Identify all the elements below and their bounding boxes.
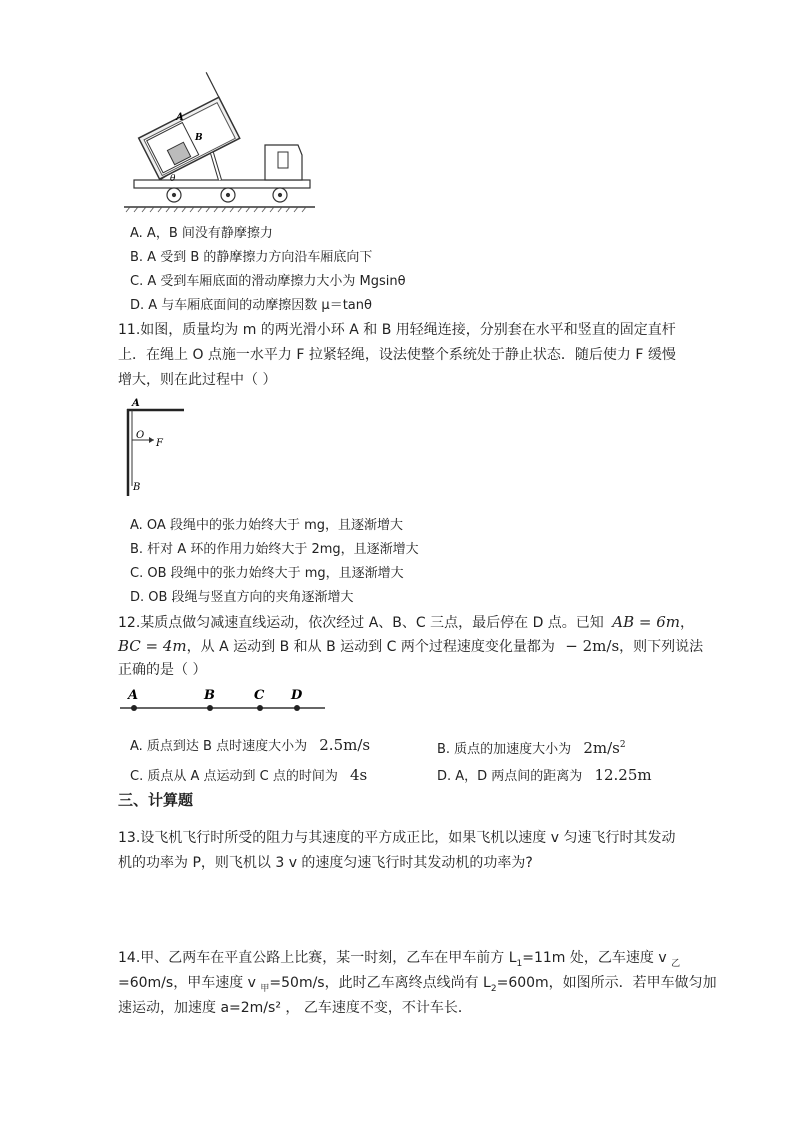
q14-line1-b: =11m 处，乙车速度 v: [522, 950, 672, 966]
point-a: [131, 705, 137, 711]
q10-option-a: A. A，B 间没有静摩擦力: [130, 226, 273, 241]
q12-stem-line2: [118, 634, 703, 659]
q12-option-a: [130, 736, 370, 756]
label-b: B: [204, 688, 215, 703]
label-d: D: [291, 688, 303, 703]
section-heading: 三、计算题: [118, 791, 194, 809]
dump-truck-figure: [120, 95, 320, 215]
q11-option-a: A. OA 段绳中的张力始终大于 mg，且逐渐增大: [130, 518, 404, 533]
q12-stem-line3: 正确的是（ ）: [118, 662, 207, 678]
point-b: [207, 705, 213, 711]
q12-option-b-value: [583, 739, 625, 757]
q12-option-d-value: 12.25m: [594, 766, 652, 784]
label-b: B: [195, 133, 203, 143]
q12-option-c-value: 4s: [349, 766, 368, 784]
q12-option-c-text: C. 质点从 A 点运动到 C 点的时间为: [130, 769, 338, 784]
q14-line1-sub1: 1: [516, 958, 523, 969]
label-a: A: [128, 688, 139, 703]
q11-stem-line1: 11.如图，质量均为 m 的两光滑小环 A 和 B 用轻绳连接，分别套在水平和竖直的固定直杆: [118, 322, 676, 338]
q13-stem-line1: 13.设飞机飞行时所受的阻力与其速度的平方成正比，如果飞机以速度 v 匀速飞行时其发动: [118, 830, 676, 846]
point-c: [257, 705, 263, 711]
q12-comma: ，: [680, 615, 694, 631]
q12-option-d-text: D. A，D 两点间的距离为: [437, 769, 583, 784]
q12-ab: AB = 6m: [612, 613, 680, 631]
q12-option-d: [437, 766, 652, 786]
q12-option-b-text: B. 质点的加速度大小为: [437, 742, 572, 757]
q14-line2-sub1: 甲: [260, 983, 270, 994]
label-a: A: [132, 398, 140, 409]
truck-chassis: [134, 180, 310, 188]
q12-line2-end: ，则下列说法: [619, 639, 704, 655]
q14-line2-a: =60m/s，甲车速度 v: [118, 975, 261, 991]
q11-stem-line3: 增大，则在此过程中（ ）: [118, 372, 277, 388]
q14-stem-line3: 速运动，加速度 a=2m/s² ， 乙车速度不变，不计车长．: [118, 1000, 472, 1016]
wheels: [167, 188, 287, 202]
q14-line2-c: =600m，如图所示．若甲车做匀加: [496, 975, 717, 991]
number-line-figure: [118, 684, 328, 716]
label-c: C: [254, 688, 265, 703]
cab-window: [278, 152, 288, 168]
q12-option-b: [437, 736, 626, 759]
q14-line1-a: 14.甲、乙两车在平直公路上比赛，某一时刻，乙车在甲车前方 L: [118, 950, 517, 966]
q10-option-c: C. A 受到车厢底面的滑动摩擦力大小为 Mgsinθ: [130, 274, 406, 289]
q12-option-c: [130, 766, 367, 786]
q10-option-b: B. A 受到 B 的静摩擦力方向沿车厢底向下: [130, 250, 373, 265]
q12-option-b-exponent: 2: [619, 740, 626, 750]
q12-dv: − 2m/s: [565, 637, 620, 655]
q14-line2-b: =50m/s，此时乙车离终点线尚有 L: [269, 975, 491, 991]
q11-option-b: B. 杆对 A 环的作用力始终大于 2mg，且逐渐增大: [130, 542, 419, 557]
label-b: B: [133, 482, 141, 493]
q14-line2-sub2: 2: [490, 983, 497, 994]
q11-option-c: C. OB 段绳中的张力始终大于 mg，且逐渐增大: [130, 566, 404, 581]
q14-line1-sub2: 乙: [671, 958, 681, 969]
q12-option-a-value: 2.5m/s: [319, 736, 371, 754]
q12-line1-text: 12.某质点做匀减速直线运动，依次经过 A、B、C 三点，最后停在 D 点。已知: [118, 615, 604, 631]
label-theta: θ: [170, 174, 176, 184]
rod-ring-figure: [120, 396, 200, 500]
q10-option-d: D. A 与车厢底面间的动摩擦因数 μ＝tanθ: [130, 298, 372, 313]
q11-stem-line2: 上．在绳上 O 点施一水平力 F 拉紧轻绳，设法使整个系统处于静止状态．随后使力 F 缓慢: [118, 347, 676, 363]
q12-stem-line1: [118, 610, 694, 635]
point-d: [294, 705, 300, 711]
label-a: A: [176, 112, 184, 123]
tilted-bed: [126, 72, 240, 179]
q13-stem-line2: 机的功率为 P，则飞机以 3 v 的速度匀速飞行时其发动机的功率为?: [118, 855, 533, 871]
q11-option-d: D. OB 段绳与竖直方向的夹角逐渐增大: [130, 590, 354, 605]
label-f: F: [156, 438, 163, 449]
q12-option-a-text: A. 质点到达 B 点时速度大小为: [130, 739, 308, 754]
q12-bc: BC = 4m: [118, 637, 187, 655]
q12-line2-text: ，从 A 运动到 B 和从 B 运动到 C 两个过程速度变化量都为: [186, 639, 555, 655]
q12-option-b-unit: 2m/s: [583, 739, 620, 757]
label-o: O: [136, 430, 145, 441]
